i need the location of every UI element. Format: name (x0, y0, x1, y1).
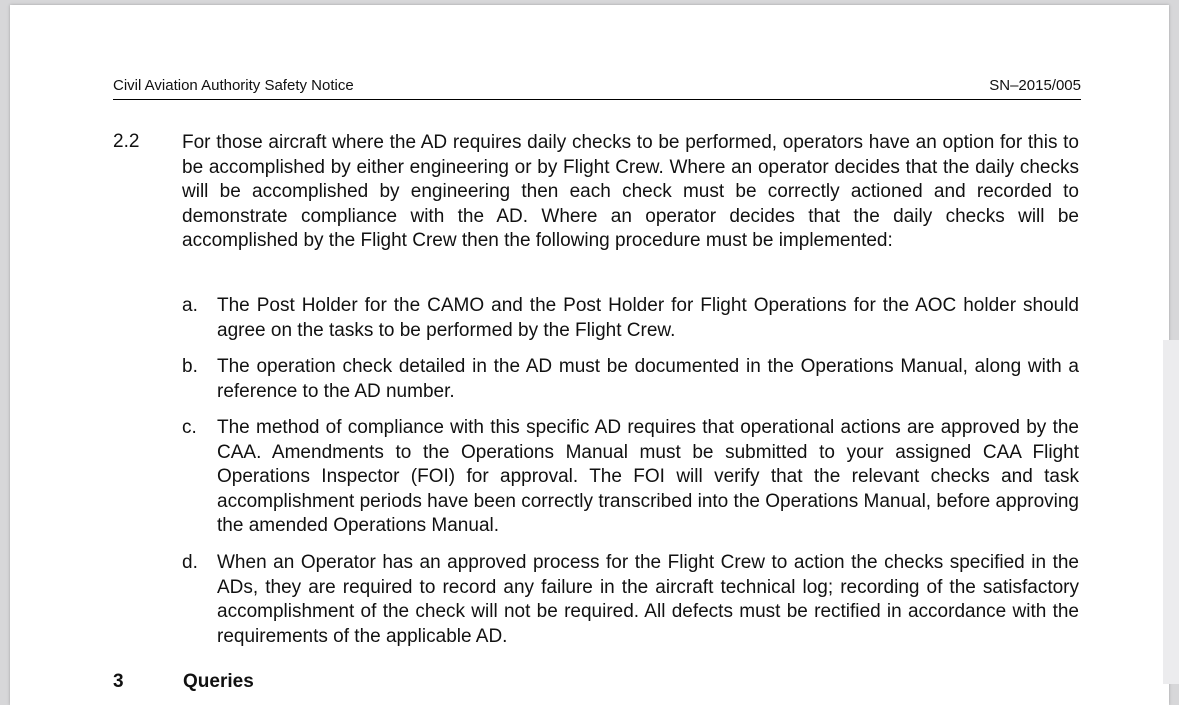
list-item-c (182, 416, 1079, 539)
list-item-text: The method of compliance with this specific AD requires that operational actions are approved by the CAA. Amendments to the Operations Manual must be submitted to your assigned CAA Flight Operations Inspector (FOI) for approval. The FOI will verify that the relevant checks and task accomplishment periods have been correctly transcribed into the Operations Manual, before approving the amended Operations Manual. (217, 417, 1079, 537)
list-item-text: The operation check detailed in the AD must be documented in the Operations Manual, along with a reference to the AD number. (217, 356, 1079, 402)
list-item-letter: b. (182, 356, 198, 377)
section-number: 2.2 (113, 131, 140, 152)
list-item-text: When an Operator has an approved process for the Flight Crew to action the checks specified in the ADs, they are required to record any failure in the aircraft technical log; recording of the satisfactory accomplishment of the check will not be required. All defects must be rectified in accordance with the requirements of the applicable AD. (217, 552, 1079, 647)
list-item-text: The Post Holder for the CAMO and the Post Holder for Flight Operations for the AOC holder should agree on the tasks to be performed by the Flight Crew. (217, 295, 1079, 341)
list-item-b (182, 355, 1079, 404)
list-item-letter: c. (182, 417, 197, 438)
list-item-d (182, 551, 1079, 649)
list-item-a (182, 294, 1079, 343)
header-title: Civil Aviation Authority Safety Notice (113, 77, 354, 94)
list-item-letter: d. (182, 552, 198, 573)
list-item-letter: a. (182, 295, 198, 316)
section-3-heading: Queries (183, 671, 254, 692)
section-3-number: 3 (113, 671, 124, 692)
viewer-side-strip (1163, 340, 1179, 684)
page-header (113, 76, 1081, 100)
document-page (10, 5, 1169, 705)
section-intro-paragraph: For those aircraft where the AD requires daily checks to be performed, operators have an option for this to be accomplished by either engineering or by Flight Crew. Where an operator decides that the daily checks will be accomplished by engineering then each check must be correctly actioned and recorded to demonstrate compliance with the AD. Where an operator decides that the daily checks will be accomplished by the Flight Crew then the following procedure must be implemented: (182, 132, 1079, 252)
header-reference: SN–2015/005 (989, 77, 1081, 94)
